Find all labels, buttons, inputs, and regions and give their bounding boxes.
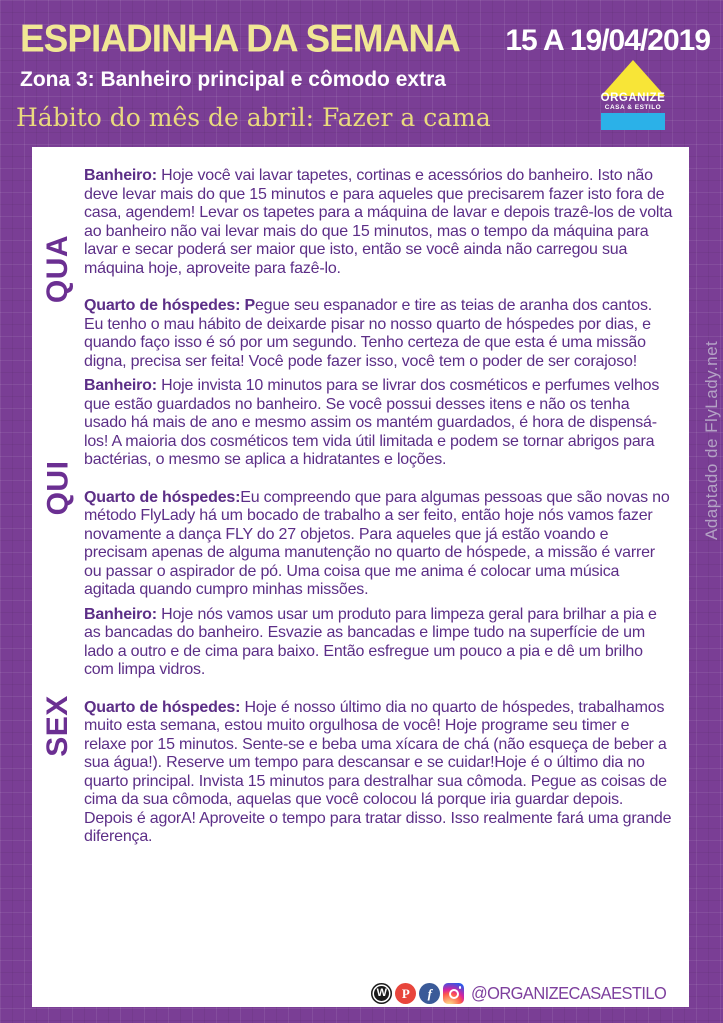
paragraph-body: Hoje é nosso último dia no quarto de hóspedes, trabalhamos muito esta semana, estou muito orgulhosa de você! Hoje programe seu timer e relaxe por 15 minutos. Sente-se e beba uma xícara de chá (não esqueça de beber a sua água!). Reserve um tempo para descansar e se cuidar!Hoje é o último dia no quarto principal. Invista 15 minutos para destralhar sua cômoda. Pegue as coisas de cima da sua cômoda, aquelas que você colocou lá porque iria guardar depois. Depois é agorA! Aproveite o tempo para tratar disso. Isso realmente fará uma grande diferença. xyxy=(84,698,672,845)
paragraph-qui-quarto xyxy=(84,489,673,600)
paragraph-body: egue seu espanador e tire as teias de aranha dos cantos. Eu tenho o mau hábito de deixarde pisar no nosso quarto de hóspedes por dias, e quando faço isso é só por um segundo. Tenho certeza de que esta é uma missão digna, precisa ser feita! Você pode fazer isso, você tem o poder de ser corajoso! xyxy=(84,297,653,370)
section-friday xyxy=(32,606,673,847)
instagram-dot xyxy=(459,986,462,989)
paragraph-body: Eu compreendo que para algumas pessoas que são novas no método FlyLady há um bocado de trabalho a ser feito, então hoje nós vamos fazer novamente a dança FLY do 27 objetos. Para aqueles que já estão voando e precisam apenas de alguma manutenção no quarto de hóspede, a missão é varrer ou passar o aspirador de pó. Uma coisa que me anima é colocar uma música agitada quando cumpro minhas missões. xyxy=(84,488,670,598)
logo-blue-bar xyxy=(601,113,665,130)
section-wednesday xyxy=(32,167,673,371)
paragraph-qua-banheiro xyxy=(84,167,673,278)
attribution-note: Adaptado de FlyLady.net xyxy=(702,340,721,540)
social-links-row xyxy=(371,983,679,1004)
paragraph-lead: Banheiro: xyxy=(84,377,162,394)
page-title: ESPIADINHA DA SEMANA xyxy=(20,16,460,60)
logo-brand-text: ORGANIZE xyxy=(600,92,666,104)
logo-tagline-text: CASA & ESTILO xyxy=(604,104,662,111)
paragraph-qua-quarto xyxy=(84,297,673,371)
content-card xyxy=(32,147,689,1007)
facebook-icon[interactable]: f xyxy=(419,983,440,1004)
paragraph-lead: Banheiro: xyxy=(84,605,162,623)
section-thursday xyxy=(32,377,673,600)
paragraph-body: Hoje invista 10 minutos para se livrar dos cosméticos e perfumes velhos que estão guardados no banheiro. Se você possui desses itens e não os tenha usado há mais de ano e mesmo assim os mantém guardados, é hora de dispensá-los! A maioria dos cosméticos tem vida útil limitada e podem se tornar abrigos para bactérias, o mesmo se aplica a hidratantes e loções. xyxy=(84,377,660,468)
paragraph-qui-banheiro xyxy=(84,377,673,470)
instagram-icon[interactable] xyxy=(443,983,464,1004)
paragraph-lead: Quarto de hóspedes: xyxy=(84,488,241,506)
zone-subtitle: Zona 3: Banheiro principal e cômodo extra xyxy=(20,68,446,91)
date-range: 15 A 19/04/2019 xyxy=(505,24,710,57)
day-label-sex: SEX xyxy=(41,695,74,757)
habit-subtitle: Hábito do mês de abril: Fazer a cama xyxy=(16,103,491,132)
paragraph-body: Hoje você vai lavar tapetes, cortinas e acessórios do banheiro. Isto não deve levar mais do que 15 minutos e para aqueles que precisarem fazer isto fora de casa, agendem! Levar os tapetes para a máquina de lavar e depois trazê-los de volta ao banheiro não vai levar mais do que 15 minutos, mas o tempo da máquina para lavar e secar poderá ser maior que isto, então se você ainda não carregou sua máquina hoje, aproveite para fazê-lo. xyxy=(84,167,673,277)
organize-casa-estilo-logo xyxy=(599,60,667,130)
instagram-lens xyxy=(449,989,459,999)
wordpress-icon[interactable]: W xyxy=(371,983,392,1004)
social-handle[interactable]: @ORGANIZECASAESTILO xyxy=(471,983,667,1003)
paragraph-lead: Quarto de hóspedes: P xyxy=(84,297,255,314)
paragraph-sex-banheiro xyxy=(84,606,673,680)
paragraph-body: Hoje nós vamos usar um produto para limpeza geral para brilhar a pia e as bancadas do banheiro. Esvazie as bancadas e limpe tudo na superfície de um lado a outro e de cima para baixo. Então esfregue um pouco a pia e dê um brilho com limpa vidros. xyxy=(84,605,657,678)
paragraph-sex-quarto xyxy=(84,699,673,847)
day-label-qua: QUA xyxy=(41,234,75,304)
pinterest-icon[interactable]: P xyxy=(395,983,416,1004)
day-label-qui: QUI xyxy=(41,460,74,516)
roof-triangle-icon xyxy=(601,60,665,96)
paragraph-lead: Banheiro: xyxy=(84,167,162,184)
paragraph-lead: Quarto de hóspedes: xyxy=(84,698,245,716)
